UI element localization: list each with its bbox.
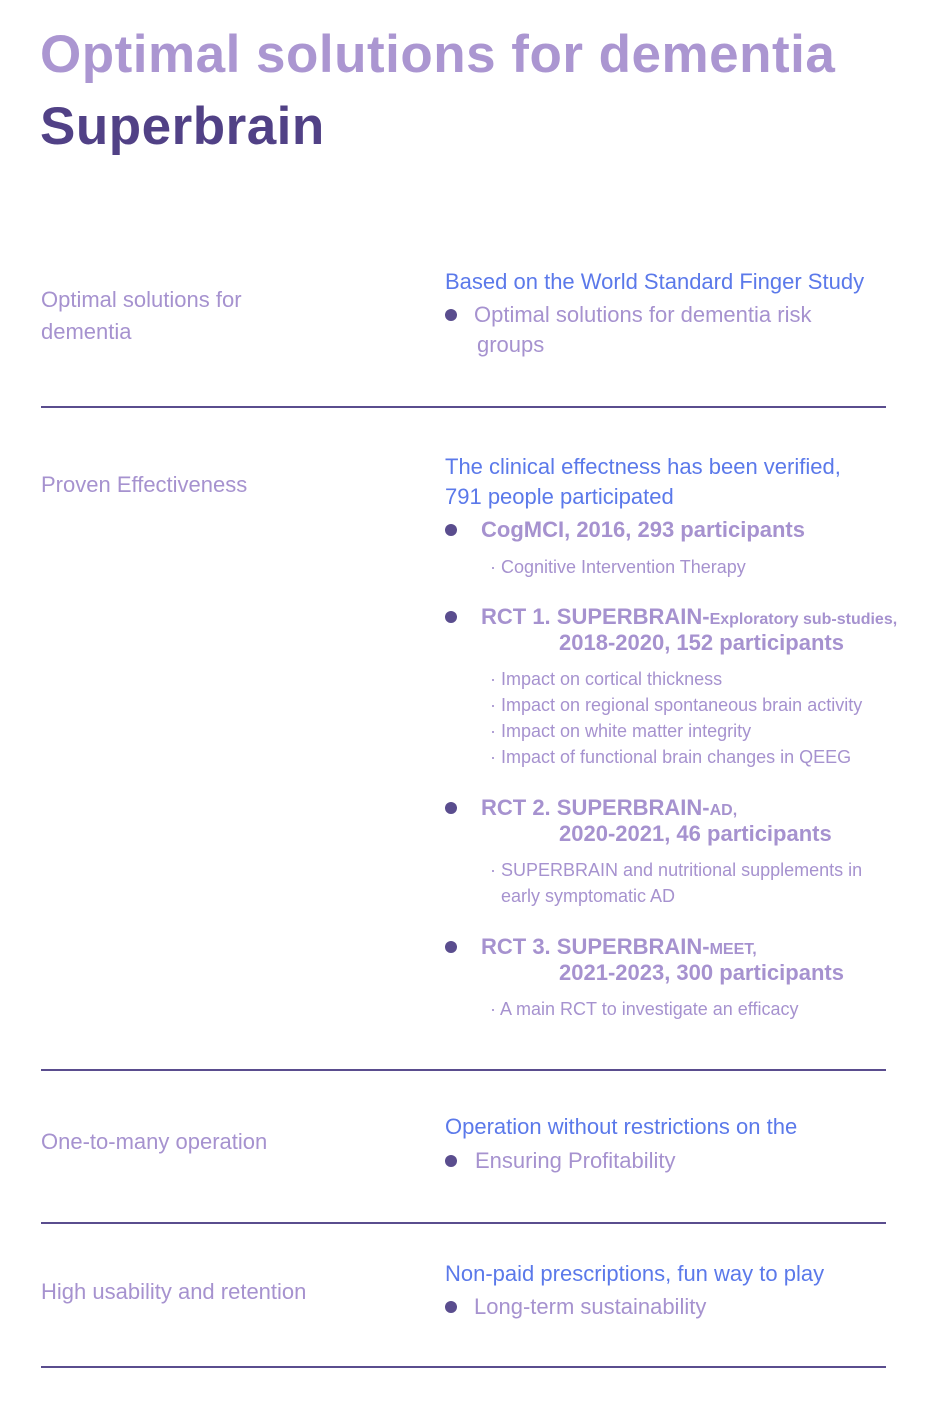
study-title-main: RCT 2. SUPERBRAIN- bbox=[481, 795, 710, 820]
study-detail: · Impact on regional spontaneous brain activity bbox=[490, 695, 863, 715]
row-label-usability: High usability and retention bbox=[41, 1279, 307, 1304]
row-heading: Non-paid prescriptions, fun way to play bbox=[445, 1261, 825, 1286]
study-detail: · Impact on cortical thickness bbox=[490, 669, 723, 689]
bullet-dot bbox=[445, 802, 457, 814]
row-label-proven-effectiveness: Proven Effectiveness bbox=[41, 472, 248, 497]
section-divider bbox=[41, 406, 886, 408]
bullet-dot bbox=[445, 524, 457, 536]
study-detail: · A main RCT to investigate an efficacy bbox=[490, 999, 799, 1019]
bullet-text: Long-term sustainability bbox=[474, 1294, 707, 1319]
study-detail: · Impact of functional brain changes in QEEG bbox=[490, 747, 852, 767]
row-label-line: dementia bbox=[41, 319, 132, 344]
study-title-qualifier: AD, bbox=[709, 802, 738, 819]
page-title: Optimal solutions for dementia bbox=[40, 25, 836, 84]
study-title: CogMCI, 2016, 293 participants bbox=[481, 517, 805, 542]
study-title bbox=[481, 934, 757, 963]
study-title-main: RCT 1. SUPERBRAIN- bbox=[481, 604, 710, 629]
row-label-line: Optimal solutions for bbox=[41, 287, 242, 312]
study-period: 2018-2020, 152 participants bbox=[559, 630, 844, 655]
product-name: Superbrain bbox=[40, 97, 325, 156]
study-title-qualifier: Exploratory sub-studies, bbox=[709, 611, 898, 628]
bullet-dot bbox=[445, 611, 457, 623]
study-title bbox=[481, 795, 737, 824]
study-title-main: RCT 3. SUPERBRAIN- bbox=[481, 934, 710, 959]
bullet-dot bbox=[445, 941, 457, 953]
bullet-dot bbox=[445, 1301, 457, 1313]
study-period: 2020-2021, 46 participants bbox=[559, 821, 832, 846]
row-heading-continued: 791 people participated bbox=[445, 484, 674, 509]
study-period: 2021-2023, 300 participants bbox=[559, 960, 844, 985]
row-label-optimal-solutions bbox=[41, 284, 242, 348]
bullet-dot bbox=[445, 309, 457, 321]
section-divider bbox=[41, 1069, 886, 1071]
section-divider bbox=[41, 1222, 886, 1224]
study-detail: · Impact on white matter integrity bbox=[490, 721, 752, 741]
study-detail-continued: early symptomatic AD bbox=[501, 886, 676, 906]
row-heading: Operation without restrictions on the bbox=[445, 1114, 798, 1139]
study-title-qualifier: MEET, bbox=[709, 941, 757, 958]
bullet-text: Ensuring Profitability bbox=[475, 1148, 676, 1173]
bullet-dot bbox=[445, 1155, 457, 1167]
study-detail: · Cognitive Intervention Therapy bbox=[490, 557, 746, 577]
row-heading: Based on the World Standard Finger Study bbox=[445, 269, 865, 294]
study-detail: · SUPERBRAIN and nutritional supplements in bbox=[490, 860, 863, 880]
row-label-one-to-many: One-to-many operation bbox=[41, 1129, 268, 1154]
row-heading: The clinical effectness has been verified, bbox=[445, 454, 841, 479]
study-title bbox=[481, 604, 897, 633]
bullet-text: Optimal solutions for dementia risk bbox=[474, 302, 812, 327]
section-divider bbox=[41, 1366, 886, 1368]
bullet-text-continued: groups bbox=[477, 332, 545, 357]
